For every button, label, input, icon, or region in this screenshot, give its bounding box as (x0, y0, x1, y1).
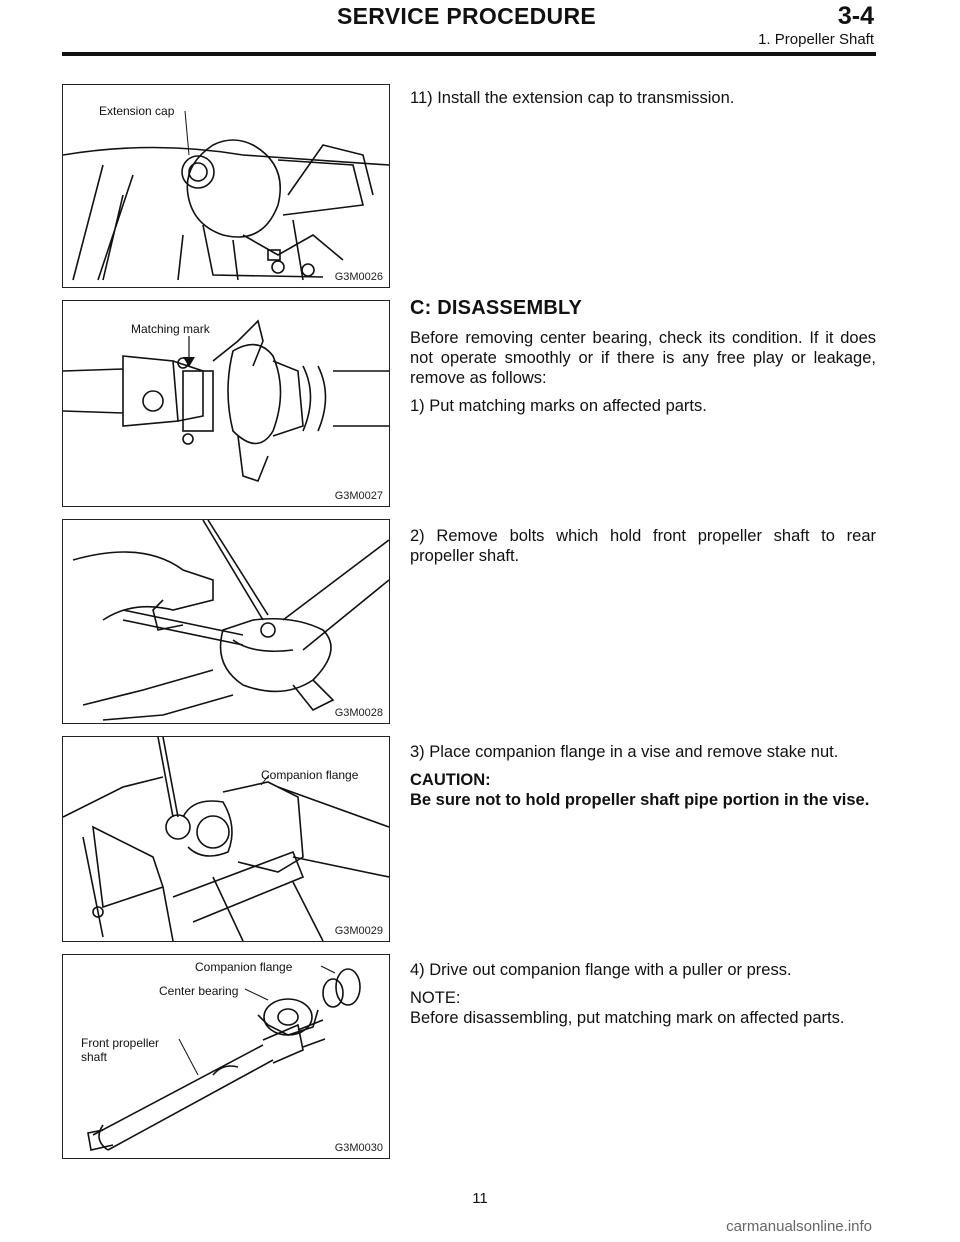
fig2-label: Matching mark (131, 322, 210, 336)
figure-exploded-shaft (62, 954, 390, 1159)
text-step-4 (410, 960, 876, 1028)
center-bearing-illustration (63, 301, 389, 506)
figure-companion-flange-vise (62, 736, 390, 942)
page-header-title: SERVICE PROCEDURE (337, 3, 597, 29)
fig5-label-shaft-1: Front propeller (81, 1036, 160, 1050)
section-subtitle: 1. Propeller Shaft (758, 31, 874, 48)
caution-heading: CAUTION: (410, 771, 491, 789)
figure-remove-bolts (62, 519, 390, 724)
fig1-label: Extension cap (99, 104, 175, 118)
step-2: 2) Remove bolts which hold front propeller shaft to rear propeller shaft. (410, 527, 876, 565)
section-number: 3-4 (837, 2, 874, 30)
page-number: 11 (472, 1190, 488, 1207)
text-step-11 (410, 88, 876, 116)
figure-code: G3M0028 (334, 707, 383, 719)
exploded-shaft-illustration (63, 955, 389, 1158)
fig5-label-bearing: Center bearing (159, 984, 239, 998)
figure-code: G3M0030 (334, 1142, 383, 1154)
text-step-2 (410, 526, 876, 574)
watermark: carmanualsonline.info (726, 1218, 872, 1235)
fig5-label-companion: Companion flange (195, 960, 293, 974)
step-4: 4) Drive out companion flange with a puller or press. (410, 961, 792, 979)
intro-paragraph: Before removing center bearing, check its condition. If it does not operate smoothly or if there is any free play or leakage, remove as follows: (410, 329, 876, 387)
figure-code: G3M0027 (334, 490, 383, 502)
step-3: 3) Place companion flange in a vise and remove stake nut. (410, 743, 839, 761)
section-heading: C: DISASSEMBLY (410, 297, 583, 319)
caution-text: Be sure not to hold propeller shaft pipe portion in the vise. (410, 791, 870, 809)
wrench-on-shaft-illustration (63, 520, 389, 723)
text-step-3 (410, 742, 876, 810)
figure-matching-mark (62, 300, 390, 507)
figure-code: G3M0026 (334, 271, 383, 283)
extension-cap-illustration (63, 85, 389, 287)
note-text: Before disassembling, put matching mark on affected parts. (410, 1009, 845, 1027)
figure-code: G3M0029 (334, 925, 383, 937)
step-11: 11) Install the extension cap to transmission. (410, 89, 735, 107)
note-heading: NOTE: (410, 989, 461, 1007)
fig5-label-shaft-2: shaft (81, 1050, 108, 1064)
text-disassembly (410, 298, 876, 424)
fig4-label: Companion flange (261, 768, 359, 782)
vise-illustration (63, 737, 389, 941)
figure-extension-cap (62, 84, 390, 288)
step-1: 1) Put matching marks on affected parts. (410, 397, 707, 415)
header-rule (62, 52, 876, 56)
